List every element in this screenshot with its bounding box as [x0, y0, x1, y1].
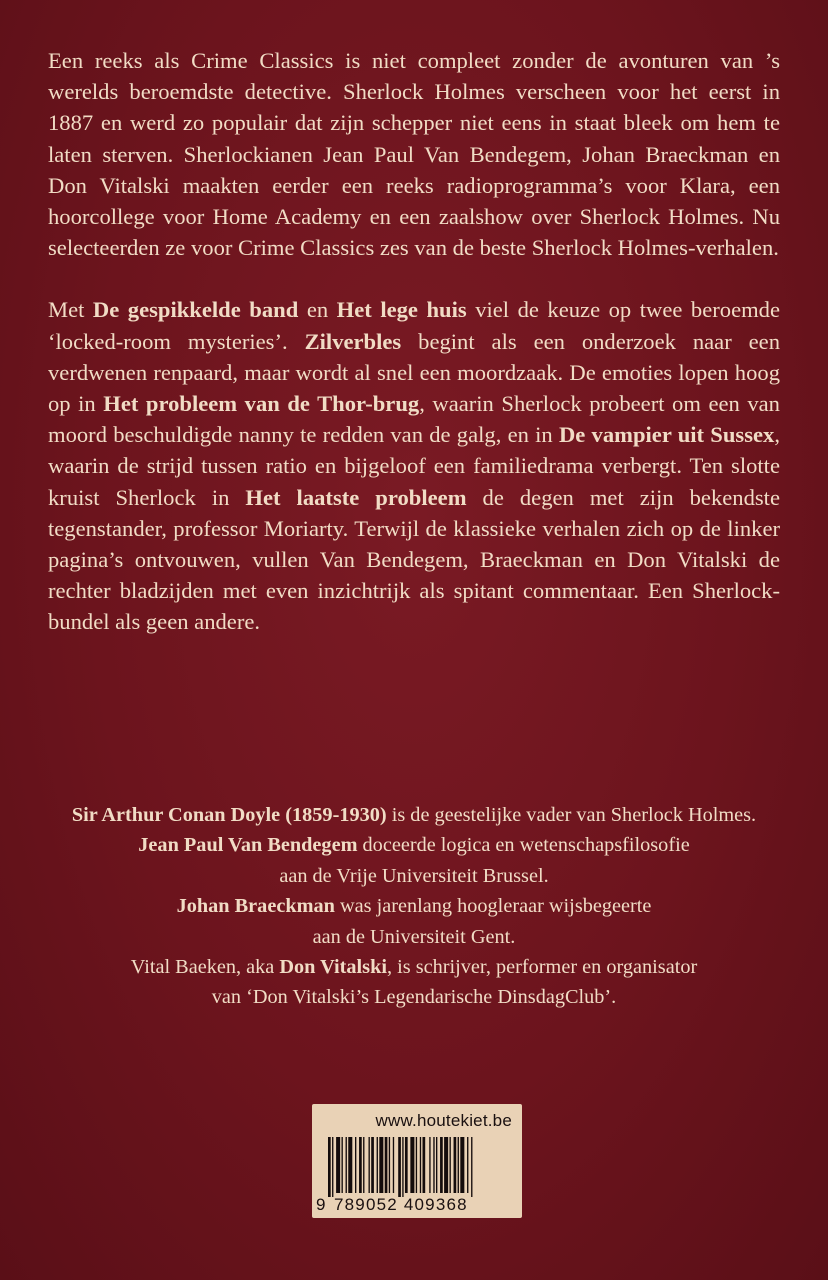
barcode-bar: [429, 1137, 430, 1193]
barcode-bar: [402, 1137, 403, 1197]
blurb-paragraph-1: Een reeks als Crime Classics is niet compleet zonder de avonturen van ’s werelds beroemdste detective. Sherlock Holmes verscheen voor het eerst in 1887 en werd zo populair dat zijn schepper niet eens in staat bleek om hem te laten sterven. Sherlockianen Jean Paul Van Bendegem, Johan Braeckman en Don Vitalski maakten eerder een reeks radioprogramma’s voor Klara, een hoorcollege voor Home Academy en een zaalshow over Sherlock Holmes. Nu selecteerden ze voor Crime Classics zes van de beste Sherlock Holmes-verhalen.: [48, 48, 780, 261]
barcode-bar: [348, 1137, 352, 1193]
barcode-bar: [423, 1137, 426, 1193]
barcode-bar: [440, 1137, 443, 1193]
barcode-bar: [405, 1137, 408, 1193]
bio-doyle: [30, 800, 798, 830]
story-title-zilverbles: Zilverbles: [304, 328, 402, 354]
barcode-bar: [450, 1137, 451, 1193]
story-title-laatste-probleem: Het laatste probleem: [245, 484, 467, 510]
bio-vitalski: [30, 952, 798, 982]
barcode-bar: [336, 1137, 340, 1193]
bio-text: doceerde logica en wetenschapsfilosofie: [357, 834, 690, 857]
author-name: Jean Paul Van Bendegem: [138, 834, 358, 857]
blurb-text-run: Met: [48, 297, 93, 323]
barcode-bar: [460, 1137, 464, 1193]
barcode-bar: [359, 1137, 362, 1193]
bio-braeckman: [30, 891, 798, 921]
bio-text: is de geestelijke vader van Sherlock Holmes.: [386, 804, 757, 826]
barcode-bar: [467, 1137, 468, 1193]
barcode-bar: [444, 1137, 448, 1193]
barcode-bar: [458, 1137, 459, 1193]
barcode-bar: [393, 1137, 394, 1193]
barcode-bar: [342, 1137, 343, 1193]
bio-braeckman-cont: aan de Universiteit Gent.: [312, 925, 516, 948]
barcode-bar: [410, 1137, 414, 1193]
barcode-bar: [420, 1137, 421, 1193]
bio-vitalski-cont: van ‘Don Vitalski’s Legendarische DinsdagClub’.: [211, 986, 617, 1009]
barcode-bar: [346, 1137, 347, 1193]
isbn-digits: 789052 409368: [334, 1195, 468, 1214]
barcode-bar: [454, 1137, 457, 1193]
barcode-bar: [379, 1137, 383, 1193]
author-bios: [30, 800, 798, 1013]
bio-text: , is schrijver, performer en organisator: [386, 956, 698, 979]
story-title-thor-brug: Het probleem van de Thor-brug: [103, 391, 420, 417]
blurb-text-run: , waarin de strijd tussen ratio en bijgeloof een familiedrama verbergt. Ten slotte kruist Sherlock in: [48, 422, 780, 510]
barcode-bar: [436, 1137, 437, 1193]
isbn-first-digit: 9: [316, 1195, 326, 1214]
blurb-text-run: viel de keuze op twee beroemde ‘locked-room mysteries’.: [48, 297, 780, 354]
barcode-bar: [433, 1137, 434, 1193]
bio-van-bendegem: [30, 830, 798, 860]
bio-text: was jarenlang hoogleraar wijsbegeerte: [334, 895, 652, 918]
blurb-paragraph-2: [48, 294, 780, 637]
barcode-bar: [363, 1137, 364, 1193]
blurb-text-run: begint als een onderzoek naar een verdwenen renpaard, maar wordt al snel een moordzaak. De emoties lopen hoog op in: [48, 328, 781, 417]
blurb-text-run: en: [298, 297, 337, 323]
barcode-bar: [389, 1137, 390, 1193]
blurb-text: [48, 45, 780, 638]
isbn-barcode: [328, 1137, 510, 1197]
blurb-text-run: , waarin Sherlock probeert om een van moord beschuldigde nanny te redden van de galg, en in: [48, 391, 780, 448]
bio-text: Vital Baeken, aka: [130, 956, 280, 979]
author-name: Sir Arthur Conan Doyle (1859-1930): [71, 804, 387, 826]
barcode-panel: [312, 1104, 522, 1218]
author-name: Johan Braeckman: [176, 895, 335, 918]
bio-van-bendegem-cont: aan de Vrije Universiteit Brussel.: [279, 864, 549, 887]
barcode-bar: [398, 1137, 401, 1197]
barcode-bar: [369, 1137, 370, 1193]
story-title-lege-huis: Het lege huis: [336, 297, 467, 323]
barcode-bar: [328, 1137, 331, 1197]
blurb-text-run: de degen met zijn bekendste tegenstander, professor Moriarty. Terwijl de klassieke verhalen zich op de linker pagina’s ontvouwen, vullen Van Bendegem, Braeckman en Don Vitalski de rechter bladzijden met even inzichtrijk als spitant commentaar. Een Sherlock-bundel als geen andere.: [48, 484, 780, 635]
story-title-gespikkelde-band: De gespikkelde band: [92, 297, 299, 323]
barcode-bar: [355, 1137, 356, 1193]
barcode-bar: [416, 1137, 417, 1193]
barcode-bar: [332, 1137, 333, 1197]
barcode-bar: [385, 1137, 388, 1193]
barcode-bar: [377, 1137, 378, 1193]
story-title-vampier-sussex: De vampier uit Sussex: [558, 422, 775, 448]
barcode-bar: [471, 1137, 472, 1197]
publisher-url: www.houtekiet.be: [375, 1111, 512, 1130]
barcode-bar: [371, 1137, 374, 1193]
author-name: Don Vitalski: [279, 956, 387, 979]
